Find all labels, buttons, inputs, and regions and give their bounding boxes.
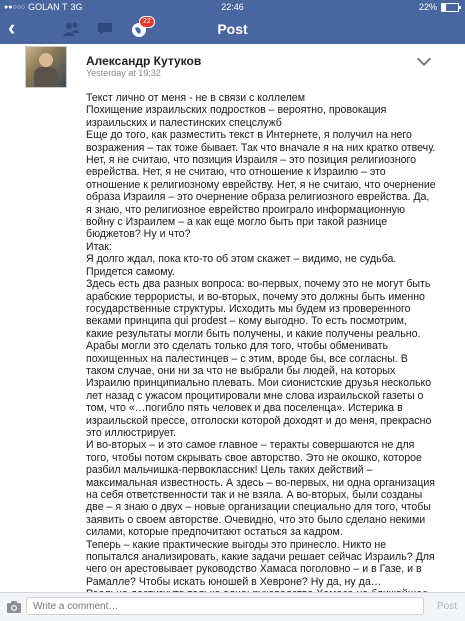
- camera-icon[interactable]: [6, 600, 22, 614]
- post-header: [0, 44, 465, 88]
- post-paragraph: Похищение израильских подростков – вероятно, провокация израильских и палестинских спецслужб: [86, 104, 387, 129]
- chevron-down-icon[interactable]: [417, 52, 431, 66]
- status-time: 22:46: [221, 2, 244, 12]
- post-paragraph: Теперь – какие практические выгоды это принесло. Никто не попытался анализировать, какие задачи решает сейчас Израиль? Для чего он арестовывает руководство Хамаса поголовно – и в Газе, и в Рамалле? Чтобы искать юношей в Хевроне? Ну да, ну да…: [86, 538, 435, 588]
- navigation-bar: [0, 14, 465, 44]
- page-title: Post: [217, 21, 248, 37]
- back-chevron-icon[interactable]: ‹: [8, 15, 16, 40]
- avatar-head-shape: [39, 53, 53, 67]
- signal-strength-icon: ●●○○○: [4, 3, 26, 11]
- carrier-name: GOLAN T: [28, 2, 68, 12]
- post-paragraph: Текст лично от меня - не в связи с коллелем: [86, 92, 305, 104]
- post-paragraph: Я долго ждал, пока кто-то об этом скажет – видимо, не судьба. Придется самому.: [86, 253, 397, 278]
- status-bar: [0, 0, 465, 14]
- avatar-body-shape: [34, 67, 58, 87]
- network-type: 3G: [70, 2, 83, 12]
- post-timestamp[interactable]: Yesterday at 19:32: [86, 68, 161, 78]
- post-author[interactable]: Александр Кутуков: [86, 54, 202, 68]
- notifications-badge: 22: [139, 16, 155, 28]
- comment-input[interactable]: [26, 597, 424, 615]
- post-paragraph: Итак:: [86, 240, 112, 253]
- post-paragraph: Здесь есть два разных вопроса: во-первых, почему это не могут быть арабские террористы, и во-вторых, почему это должны быть именно государственные структуры. Исходить мы будем из проверенного веками принципа qui prodest – кому выгодно. То есть посмотрим, какие результаты могли быть получены, и какие получены реально.: [86, 278, 431, 340]
- post-comment-button[interactable]: Post: [436, 601, 457, 612]
- post-paragraph: Нет, я не считаю, что позиция Израиля – это позиция религиозного еврейства. Нет, я не считаю, что отношение к Израилю – это отношение к религиозному еврейству. Нет, я не считаю, что очернение образа Израиля – это очернение образа религиозного еврейства. Да, я знаю, что религиозное еврейство проиграло информационную войну с Израилем – а как еще могло быть при такой разнице бюджетов? Ну и что?: [86, 154, 436, 241]
- comment-bar: [0, 592, 465, 621]
- post-text: [86, 92, 436, 592]
- battery-percent: 22%: [418, 2, 437, 12]
- post-paragraph: Арабы могли это сделать только для того, чтобы обменивать похищенных на палестинцев – с этим, вроде бы, все согласны. В таком случае, они ни за что не выбрали бы людей, на которых Израилю принципиально плевать. Мои сионистские друзья несколько лет назад с ужасом процитировали мне слова израильской газеты о том, что «…погибло пять человек и два поселенца». Истерика в израильской прессе, отголоски которой доходят и до меня, прекрасно это иллюстрирует.: [86, 340, 432, 439]
- status-right: [419, 2, 459, 12]
- battery-icon: [441, 3, 459, 12]
- avatar[interactable]: [25, 46, 67, 88]
- post-paragraph: Еще до того, как разместить текст в Интернете, я получил на него возражения – так тоже бывает. Так что вначале я на них кратко отвечу.: [86, 129, 436, 154]
- post-paragraph: И во-вторых – и это самое главное – теракты совершаются не для того, чтобы потом скрывать свое авторство. Это не окошко, которое разбил мальчишка-первоклассник! Цель таких действий – максимальная известность. А здесь – во-первых, ни одна организация на себя ответственности так и не взяла. А во-вторых, были созданы две – я знаю о двух – новые организации специально для того, чтобы заявить о своем авторстве. Очевидно, что это было сделано некими силами, которые предпочитают остаться за кадром.: [86, 439, 436, 539]
